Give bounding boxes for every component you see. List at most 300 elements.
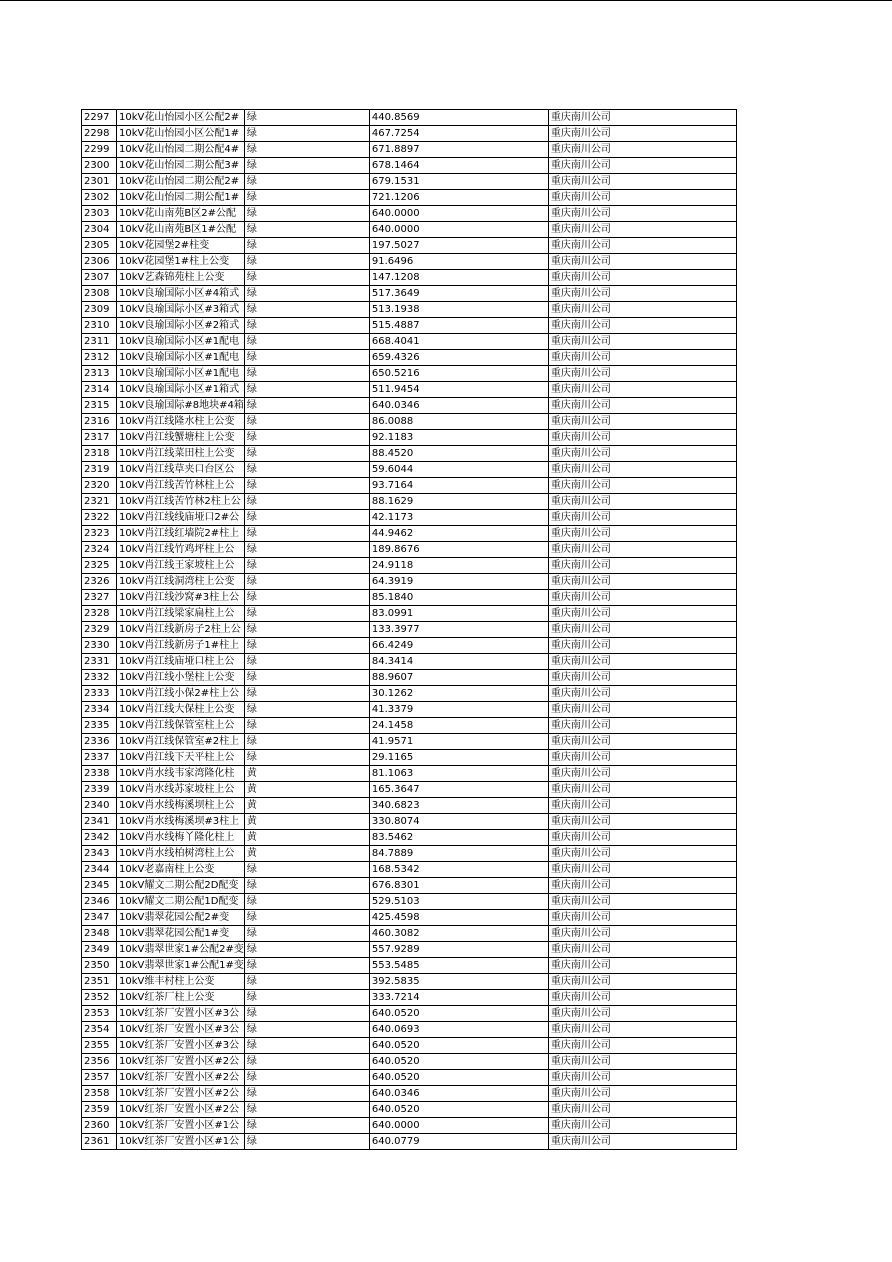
value-cell[interactable]: 147.1208 bbox=[369, 270, 548, 286]
status-cell[interactable]: 绿 bbox=[244, 382, 369, 398]
company-cell[interactable]: 重庆南川公司 bbox=[548, 654, 736, 670]
value-cell[interactable]: 133.3977 bbox=[369, 622, 548, 638]
value-cell[interactable]: 640.0346 bbox=[369, 1086, 548, 1102]
value-cell[interactable]: 659.4326 bbox=[369, 350, 548, 366]
value-cell[interactable]: 197.5027 bbox=[369, 238, 548, 254]
status-cell[interactable]: 黄 bbox=[244, 782, 369, 798]
row-id-cell[interactable]: 2349 bbox=[82, 942, 117, 958]
status-cell[interactable]: 绿 bbox=[244, 974, 369, 990]
transformer-name-cell[interactable]: 10kV红茶厂安置小区#2公 bbox=[117, 1086, 245, 1102]
row-id-cell[interactable]: 2317 bbox=[82, 430, 117, 446]
value-cell[interactable]: 467.7254 bbox=[369, 126, 548, 142]
company-cell[interactable]: 重庆南川公司 bbox=[548, 702, 736, 718]
row-id-cell[interactable]: 2338 bbox=[82, 766, 117, 782]
status-cell[interactable]: 绿 bbox=[244, 1134, 369, 1150]
value-cell[interactable]: 553.5485 bbox=[369, 958, 548, 974]
row-id-cell[interactable]: 2313 bbox=[82, 366, 117, 382]
transformer-name-cell[interactable]: 10kV花山怡园小区公配1# bbox=[117, 126, 245, 142]
row-id-cell[interactable]: 2342 bbox=[82, 830, 117, 846]
company-cell[interactable]: 重庆南川公司 bbox=[548, 1054, 736, 1070]
company-cell[interactable]: 重庆南川公司 bbox=[548, 990, 736, 1006]
status-cell[interactable]: 绿 bbox=[244, 526, 369, 542]
value-cell[interactable]: 92.1183 bbox=[369, 430, 548, 446]
row-id-cell[interactable]: 2329 bbox=[82, 622, 117, 638]
company-cell[interactable]: 重庆南川公司 bbox=[548, 446, 736, 462]
value-cell[interactable]: 650.5216 bbox=[369, 366, 548, 382]
status-cell[interactable]: 绿 bbox=[244, 366, 369, 382]
status-cell[interactable]: 绿 bbox=[244, 558, 369, 574]
company-cell[interactable]: 重庆南川公司 bbox=[548, 718, 736, 734]
row-id-cell[interactable]: 2303 bbox=[82, 206, 117, 222]
status-cell[interactable]: 绿 bbox=[244, 446, 369, 462]
status-cell[interactable]: 绿 bbox=[244, 750, 369, 766]
company-cell[interactable]: 重庆南川公司 bbox=[548, 190, 736, 206]
value-cell[interactable]: 679.1531 bbox=[369, 174, 548, 190]
row-id-cell[interactable]: 2315 bbox=[82, 398, 117, 414]
row-id-cell[interactable]: 2319 bbox=[82, 462, 117, 478]
status-cell[interactable]: 绿 bbox=[244, 350, 369, 366]
transformer-name-cell[interactable]: 10kV良瑜国际小区#3箱式 bbox=[117, 302, 245, 318]
value-cell[interactable]: 721.1206 bbox=[369, 190, 548, 206]
status-cell[interactable]: 绿 bbox=[244, 686, 369, 702]
value-cell[interactable]: 340.6823 bbox=[369, 798, 548, 814]
company-cell[interactable]: 重庆南川公司 bbox=[548, 734, 736, 750]
company-cell[interactable]: 重庆南川公司 bbox=[548, 606, 736, 622]
transformer-name-cell[interactable]: 10kV红茶厂安置小区#1公 bbox=[117, 1118, 245, 1134]
row-id-cell[interactable]: 2310 bbox=[82, 318, 117, 334]
company-cell[interactable]: 重庆南川公司 bbox=[548, 974, 736, 990]
transformer-name-cell[interactable]: 10kV肖江线小保2#柱上公 bbox=[117, 686, 245, 702]
value-cell[interactable]: 83.0991 bbox=[369, 606, 548, 622]
transformer-name-cell[interactable]: 10kV红茶厂安置小区#2公 bbox=[117, 1070, 245, 1086]
row-id-cell[interactable]: 2347 bbox=[82, 910, 117, 926]
row-id-cell[interactable]: 2328 bbox=[82, 606, 117, 622]
transformer-name-cell[interactable]: 10kV肖江线保管室柱上公 bbox=[117, 718, 245, 734]
company-cell[interactable]: 重庆南川公司 bbox=[548, 350, 736, 366]
row-id-cell[interactable]: 2333 bbox=[82, 686, 117, 702]
company-cell[interactable]: 重庆南川公司 bbox=[548, 286, 736, 302]
status-cell[interactable]: 绿 bbox=[244, 734, 369, 750]
status-cell[interactable]: 绿 bbox=[244, 878, 369, 894]
company-cell[interactable]: 重庆南川公司 bbox=[548, 478, 736, 494]
company-cell[interactable]: 重庆南川公司 bbox=[548, 126, 736, 142]
transformer-name-cell[interactable]: 10kV红茶厂安置小区#2公 bbox=[117, 1102, 245, 1118]
status-cell[interactable]: 绿 bbox=[244, 718, 369, 734]
row-id-cell[interactable]: 2322 bbox=[82, 510, 117, 526]
value-cell[interactable]: 91.6496 bbox=[369, 254, 548, 270]
status-cell[interactable]: 绿 bbox=[244, 270, 369, 286]
status-cell[interactable]: 绿 bbox=[244, 238, 369, 254]
transformer-name-cell[interactable]: 10kV花山怡园二期公配1# bbox=[117, 190, 245, 206]
value-cell[interactable]: 640.0000 bbox=[369, 206, 548, 222]
status-cell[interactable]: 绿 bbox=[244, 702, 369, 718]
value-cell[interactable]: 44.9462 bbox=[369, 526, 548, 542]
row-id-cell[interactable]: 2358 bbox=[82, 1086, 117, 1102]
value-cell[interactable]: 640.0520 bbox=[369, 1038, 548, 1054]
row-id-cell[interactable]: 2306 bbox=[82, 254, 117, 270]
transformer-name-cell[interactable]: 10kV良瑜国际小区#1配电 bbox=[117, 366, 245, 382]
value-cell[interactable]: 640.0520 bbox=[369, 1070, 548, 1086]
status-cell[interactable]: 绿 bbox=[244, 638, 369, 654]
status-cell[interactable]: 绿 bbox=[244, 926, 369, 942]
company-cell[interactable]: 重庆南川公司 bbox=[548, 894, 736, 910]
transformer-name-cell[interactable]: 10kV良瑜国际小区#1配电 bbox=[117, 334, 245, 350]
company-cell[interactable]: 重庆南川公司 bbox=[548, 846, 736, 862]
value-cell[interactable]: 640.0779 bbox=[369, 1134, 548, 1150]
transformer-name-cell[interactable]: 10kV花山怡园二期公配2# bbox=[117, 174, 245, 190]
status-cell[interactable]: 绿 bbox=[244, 654, 369, 670]
row-id-cell[interactable]: 2360 bbox=[82, 1118, 117, 1134]
transformer-name-cell[interactable]: 10kV肖江线大保柱上公变 bbox=[117, 702, 245, 718]
transformer-name-cell[interactable]: 10kV肖江线洞湾柱上公变 bbox=[117, 574, 245, 590]
status-cell[interactable]: 绿 bbox=[244, 286, 369, 302]
company-cell[interactable]: 重庆南川公司 bbox=[548, 574, 736, 590]
value-cell[interactable]: 392.5835 bbox=[369, 974, 548, 990]
transformer-name-cell[interactable]: 10kV肖江线新房子1#柱上 bbox=[117, 638, 245, 654]
row-id-cell[interactable]: 2340 bbox=[82, 798, 117, 814]
value-cell[interactable]: 425.4598 bbox=[369, 910, 548, 926]
transformer-name-cell[interactable]: 10kV良瑜国际小区#1配电 bbox=[117, 350, 245, 366]
value-cell[interactable]: 85.1840 bbox=[369, 590, 548, 606]
row-id-cell[interactable]: 2344 bbox=[82, 862, 117, 878]
row-id-cell[interactable]: 2316 bbox=[82, 414, 117, 430]
transformer-name-cell[interactable]: 10kV红茶厂安置小区#3公 bbox=[117, 1006, 245, 1022]
company-cell[interactable]: 重庆南川公司 bbox=[548, 238, 736, 254]
transformer-name-cell[interactable]: 10kV肖江线王家坡柱上公 bbox=[117, 558, 245, 574]
status-cell[interactable]: 绿 bbox=[244, 1022, 369, 1038]
company-cell[interactable]: 重庆南川公司 bbox=[548, 878, 736, 894]
value-cell[interactable]: 88.9607 bbox=[369, 670, 548, 686]
transformer-name-cell[interactable]: 10kV花山南苑B区1#公配 bbox=[117, 222, 245, 238]
company-cell[interactable]: 重庆南川公司 bbox=[548, 782, 736, 798]
row-id-cell[interactable]: 2353 bbox=[82, 1006, 117, 1022]
company-cell[interactable]: 重庆南川公司 bbox=[548, 942, 736, 958]
company-cell[interactable]: 重庆南川公司 bbox=[548, 398, 736, 414]
row-id-cell[interactable]: 2318 bbox=[82, 446, 117, 462]
status-cell[interactable]: 绿 bbox=[244, 606, 369, 622]
company-cell[interactable]: 重庆南川公司 bbox=[548, 110, 736, 126]
company-cell[interactable]: 重庆南川公司 bbox=[548, 414, 736, 430]
company-cell[interactable]: 重庆南川公司 bbox=[548, 174, 736, 190]
company-cell[interactable]: 重庆南川公司 bbox=[548, 1006, 736, 1022]
transformer-name-cell[interactable]: 10kV红茶厂柱上公变 bbox=[117, 990, 245, 1006]
transformer-name-cell[interactable]: 10kV红茶厂安置小区#2公 bbox=[117, 1054, 245, 1070]
status-cell[interactable]: 绿 bbox=[244, 1118, 369, 1134]
row-id-cell[interactable]: 2324 bbox=[82, 542, 117, 558]
row-id-cell[interactable]: 2298 bbox=[82, 126, 117, 142]
row-id-cell[interactable]: 2335 bbox=[82, 718, 117, 734]
value-cell[interactable]: 333.7214 bbox=[369, 990, 548, 1006]
status-cell[interactable]: 绿 bbox=[244, 334, 369, 350]
value-cell[interactable]: 66.4249 bbox=[369, 638, 548, 654]
status-cell[interactable]: 黄 bbox=[244, 814, 369, 830]
transformer-name-cell[interactable]: 10kV肖江线隆水柱上公变 bbox=[117, 414, 245, 430]
company-cell[interactable]: 重庆南川公司 bbox=[548, 1038, 736, 1054]
company-cell[interactable]: 重庆南川公司 bbox=[548, 670, 736, 686]
value-cell[interactable]: 83.5462 bbox=[369, 830, 548, 846]
value-cell[interactable]: 30.1262 bbox=[369, 686, 548, 702]
row-id-cell[interactable]: 2346 bbox=[82, 894, 117, 910]
status-cell[interactable]: 绿 bbox=[244, 542, 369, 558]
row-id-cell[interactable]: 2307 bbox=[82, 270, 117, 286]
row-id-cell[interactable]: 2305 bbox=[82, 238, 117, 254]
row-id-cell[interactable]: 2309 bbox=[82, 302, 117, 318]
row-id-cell[interactable]: 2336 bbox=[82, 734, 117, 750]
transformer-name-cell[interactable]: 10kV红茶厂安置小区#3公 bbox=[117, 1038, 245, 1054]
company-cell[interactable]: 重庆南川公司 bbox=[548, 142, 736, 158]
value-cell[interactable]: 678.1464 bbox=[369, 158, 548, 174]
value-cell[interactable]: 513.1938 bbox=[369, 302, 548, 318]
value-cell[interactable]: 515.4887 bbox=[369, 318, 548, 334]
value-cell[interactable]: 81.1063 bbox=[369, 766, 548, 782]
transformer-name-cell[interactable]: 10kV肖江线竹鸡坪柱上公 bbox=[117, 542, 245, 558]
row-id-cell[interactable]: 2308 bbox=[82, 286, 117, 302]
value-cell[interactable]: 640.0520 bbox=[369, 1054, 548, 1070]
row-id-cell[interactable]: 2357 bbox=[82, 1070, 117, 1086]
value-cell[interactable]: 59.6044 bbox=[369, 462, 548, 478]
status-cell[interactable]: 绿 bbox=[244, 958, 369, 974]
transformer-name-cell[interactable]: 10kV耀文二期公配2D配变 bbox=[117, 878, 245, 894]
row-id-cell[interactable]: 2327 bbox=[82, 590, 117, 606]
row-id-cell[interactable]: 2332 bbox=[82, 670, 117, 686]
status-cell[interactable]: 绿 bbox=[244, 222, 369, 238]
transformer-name-cell[interactable]: 10kV肖江线苦竹林柱上公 bbox=[117, 478, 245, 494]
value-cell[interactable]: 640.0346 bbox=[369, 398, 548, 414]
row-id-cell[interactable]: 2330 bbox=[82, 638, 117, 654]
status-cell[interactable]: 绿 bbox=[244, 1070, 369, 1086]
status-cell[interactable]: 绿 bbox=[244, 254, 369, 270]
row-id-cell[interactable]: 2301 bbox=[82, 174, 117, 190]
company-cell[interactable]: 重庆南川公司 bbox=[548, 1118, 736, 1134]
transformer-name-cell[interactable]: 10kV花山怡园二期公配4# bbox=[117, 142, 245, 158]
company-cell[interactable]: 重庆南川公司 bbox=[548, 830, 736, 846]
value-cell[interactable]: 511.9454 bbox=[369, 382, 548, 398]
value-cell[interactable]: 640.0000 bbox=[369, 222, 548, 238]
row-id-cell[interactable]: 2359 bbox=[82, 1102, 117, 1118]
row-id-cell[interactable]: 2339 bbox=[82, 782, 117, 798]
row-id-cell[interactable]: 2331 bbox=[82, 654, 117, 670]
transformer-name-cell[interactable]: 10kV花山怡园二期公配3# bbox=[117, 158, 245, 174]
company-cell[interactable]: 重庆南川公司 bbox=[548, 462, 736, 478]
company-cell[interactable]: 重庆南川公司 bbox=[548, 382, 736, 398]
transformer-name-cell[interactable]: 10kV花山怡园小区公配2# bbox=[117, 110, 245, 126]
transformer-name-cell[interactable]: 10kV肖江线菜田柱上公变 bbox=[117, 446, 245, 462]
transformer-name-cell[interactable]: 10kV红茶厂安置小区#3公 bbox=[117, 1022, 245, 1038]
status-cell[interactable]: 绿 bbox=[244, 174, 369, 190]
status-cell[interactable]: 绿 bbox=[244, 510, 369, 526]
transformer-name-cell[interactable]: 10kV肖水线梅溪坝柱上公 bbox=[117, 798, 245, 814]
value-cell[interactable]: 668.4041 bbox=[369, 334, 548, 350]
row-id-cell[interactable]: 2326 bbox=[82, 574, 117, 590]
transformer-name-cell[interactable]: 10kV翡翠世家1#公配1#变 bbox=[117, 958, 245, 974]
company-cell[interactable]: 重庆南川公司 bbox=[548, 430, 736, 446]
company-cell[interactable]: 重庆南川公司 bbox=[548, 590, 736, 606]
company-cell[interactable]: 重庆南川公司 bbox=[548, 622, 736, 638]
status-cell[interactable]: 绿 bbox=[244, 430, 369, 446]
transformer-name-cell[interactable]: 10kV翡翠世家1#公配2#变 bbox=[117, 942, 245, 958]
status-cell[interactable]: 绿 bbox=[244, 318, 369, 334]
transformer-name-cell[interactable]: 10kV肖江线苦竹林2柱上公 bbox=[117, 494, 245, 510]
value-cell[interactable]: 517.3649 bbox=[369, 286, 548, 302]
status-cell[interactable]: 绿 bbox=[244, 414, 369, 430]
row-id-cell[interactable]: 2343 bbox=[82, 846, 117, 862]
status-cell[interactable]: 黄 bbox=[244, 798, 369, 814]
transformer-name-cell[interactable]: 10kV红茶厂安置小区#1公 bbox=[117, 1134, 245, 1150]
transformer-name-cell[interactable]: 10kV翡翠花园公配1#变 bbox=[117, 926, 245, 942]
status-cell[interactable]: 绿 bbox=[244, 398, 369, 414]
company-cell[interactable]: 重庆南川公司 bbox=[548, 750, 736, 766]
company-cell[interactable]: 重庆南川公司 bbox=[548, 1070, 736, 1086]
transformer-name-cell[interactable]: 10kV肖江线草夹口台区公 bbox=[117, 462, 245, 478]
status-cell[interactable]: 绿 bbox=[244, 302, 369, 318]
transformer-name-cell[interactable]: 10kV肖江线线庙垭口2#公 bbox=[117, 510, 245, 526]
company-cell[interactable]: 重庆南川公司 bbox=[548, 270, 736, 286]
company-cell[interactable]: 重庆南川公司 bbox=[548, 766, 736, 782]
company-cell[interactable]: 重庆南川公司 bbox=[548, 862, 736, 878]
company-cell[interactable]: 重庆南川公司 bbox=[548, 254, 736, 270]
company-cell[interactable]: 重庆南川公司 bbox=[548, 510, 736, 526]
value-cell[interactable]: 165.3647 bbox=[369, 782, 548, 798]
row-id-cell[interactable]: 2297 bbox=[82, 110, 117, 126]
value-cell[interactable]: 84.3414 bbox=[369, 654, 548, 670]
value-cell[interactable]: 168.5342 bbox=[369, 862, 548, 878]
value-cell[interactable]: 41.3379 bbox=[369, 702, 548, 718]
value-cell[interactable]: 640.0520 bbox=[369, 1006, 548, 1022]
transformer-name-cell[interactable]: 10kV肖江线保管室#2柱上 bbox=[117, 734, 245, 750]
value-cell[interactable]: 24.1458 bbox=[369, 718, 548, 734]
company-cell[interactable]: 重庆南川公司 bbox=[548, 1102, 736, 1118]
row-id-cell[interactable]: 2337 bbox=[82, 750, 117, 766]
value-cell[interactable]: 41.9571 bbox=[369, 734, 548, 750]
row-id-cell[interactable]: 2304 bbox=[82, 222, 117, 238]
value-cell[interactable]: 330.8074 bbox=[369, 814, 548, 830]
company-cell[interactable]: 重庆南川公司 bbox=[548, 1134, 736, 1150]
value-cell[interactable]: 42.1173 bbox=[369, 510, 548, 526]
transformer-name-cell[interactable]: 10kV维丰村柱上公变 bbox=[117, 974, 245, 990]
row-id-cell[interactable]: 2299 bbox=[82, 142, 117, 158]
row-id-cell[interactable]: 2325 bbox=[82, 558, 117, 574]
row-id-cell[interactable]: 2350 bbox=[82, 958, 117, 974]
value-cell[interactable]: 460.3082 bbox=[369, 926, 548, 942]
value-cell[interactable]: 640.0693 bbox=[369, 1022, 548, 1038]
status-cell[interactable]: 绿 bbox=[244, 158, 369, 174]
row-id-cell[interactable]: 2345 bbox=[82, 878, 117, 894]
value-cell[interactable]: 676.8301 bbox=[369, 878, 548, 894]
value-cell[interactable]: 64.3919 bbox=[369, 574, 548, 590]
transformer-name-cell[interactable]: 10kV肖水线苏家坡柱上公 bbox=[117, 782, 245, 798]
value-cell[interactable]: 86.0088 bbox=[369, 414, 548, 430]
status-cell[interactable]: 绿 bbox=[244, 206, 369, 222]
value-cell[interactable]: 84.7889 bbox=[369, 846, 548, 862]
company-cell[interactable]: 重庆南川公司 bbox=[548, 814, 736, 830]
transformer-name-cell[interactable]: 10kV良瑜国际#8地块#4箱 bbox=[117, 398, 245, 414]
company-cell[interactable]: 重庆南川公司 bbox=[548, 222, 736, 238]
status-cell[interactable]: 黄 bbox=[244, 830, 369, 846]
company-cell[interactable]: 重庆南川公司 bbox=[548, 638, 736, 654]
transformer-name-cell[interactable]: 10kV肖水线柏树湾柱上公 bbox=[117, 846, 245, 862]
value-cell[interactable]: 189.8676 bbox=[369, 542, 548, 558]
status-cell[interactable]: 绿 bbox=[244, 1086, 369, 1102]
transformer-name-cell[interactable]: 10kV肖江线沙窝#3柱上公 bbox=[117, 590, 245, 606]
transformer-name-cell[interactable]: 10kV肖江线红墙院2#柱上 bbox=[117, 526, 245, 542]
status-cell[interactable]: 绿 bbox=[244, 990, 369, 1006]
transformer-name-cell[interactable]: 10kV良瑜国际小区#4箱式 bbox=[117, 286, 245, 302]
value-cell[interactable]: 29.1165 bbox=[369, 750, 548, 766]
transformer-name-cell[interactable]: 10kV肖水线韦家湾隆化柱 bbox=[117, 766, 245, 782]
value-cell[interactable]: 88.1629 bbox=[369, 494, 548, 510]
status-cell[interactable]: 黄 bbox=[244, 846, 369, 862]
status-cell[interactable]: 绿 bbox=[244, 942, 369, 958]
value-cell[interactable]: 93.7164 bbox=[369, 478, 548, 494]
status-cell[interactable]: 绿 bbox=[244, 910, 369, 926]
company-cell[interactable]: 重庆南川公司 bbox=[548, 958, 736, 974]
company-cell[interactable]: 重庆南川公司 bbox=[548, 318, 736, 334]
row-id-cell[interactable]: 2355 bbox=[82, 1038, 117, 1054]
transformer-name-cell[interactable]: 10kV翡翠花园公配2#变 bbox=[117, 910, 245, 926]
row-id-cell[interactable]: 2302 bbox=[82, 190, 117, 206]
value-cell[interactable]: 640.0520 bbox=[369, 1102, 548, 1118]
status-cell[interactable]: 绿 bbox=[244, 142, 369, 158]
status-cell[interactable]: 绿 bbox=[244, 110, 369, 126]
value-cell[interactable]: 440.8569 bbox=[369, 110, 548, 126]
row-id-cell[interactable]: 2356 bbox=[82, 1054, 117, 1070]
transformer-name-cell[interactable]: 10kV耀文二期公配1D配变 bbox=[117, 894, 245, 910]
status-cell[interactable]: 绿 bbox=[244, 590, 369, 606]
row-id-cell[interactable]: 2348 bbox=[82, 926, 117, 942]
transformer-name-cell[interactable]: 10kV肖江线庙垭口柱上公 bbox=[117, 654, 245, 670]
company-cell[interactable]: 重庆南川公司 bbox=[548, 926, 736, 942]
status-cell[interactable]: 绿 bbox=[244, 126, 369, 142]
company-cell[interactable]: 重庆南川公司 bbox=[548, 798, 736, 814]
company-cell[interactable]: 重庆南川公司 bbox=[548, 494, 736, 510]
transformer-name-cell[interactable]: 10kV肖水线梅溪坝#3柱上 bbox=[117, 814, 245, 830]
company-cell[interactable]: 重庆南川公司 bbox=[548, 558, 736, 574]
status-cell[interactable]: 绿 bbox=[244, 478, 369, 494]
transformer-name-cell[interactable]: 10kV肖江线下天平柱上公 bbox=[117, 750, 245, 766]
company-cell[interactable]: 重庆南川公司 bbox=[548, 302, 736, 318]
company-cell[interactable]: 重庆南川公司 bbox=[548, 686, 736, 702]
row-id-cell[interactable]: 2311 bbox=[82, 334, 117, 350]
row-id-cell[interactable]: 2354 bbox=[82, 1022, 117, 1038]
status-cell[interactable]: 绿 bbox=[244, 894, 369, 910]
status-cell[interactable]: 绿 bbox=[244, 462, 369, 478]
row-id-cell[interactable]: 2323 bbox=[82, 526, 117, 542]
transformer-name-cell[interactable]: 10kV肖江线小堡柱上公变 bbox=[117, 670, 245, 686]
company-cell[interactable]: 重庆南川公司 bbox=[548, 542, 736, 558]
status-cell[interactable]: 绿 bbox=[244, 1054, 369, 1070]
value-cell[interactable]: 640.0000 bbox=[369, 1118, 548, 1134]
row-id-cell[interactable]: 2314 bbox=[82, 382, 117, 398]
status-cell[interactable]: 黄 bbox=[244, 766, 369, 782]
transformer-name-cell[interactable]: 10kV花园堡2#柱变 bbox=[117, 238, 245, 254]
row-id-cell[interactable]: 2300 bbox=[82, 158, 117, 174]
transformer-name-cell[interactable]: 10kV良瑜国际小区#2箱式 bbox=[117, 318, 245, 334]
company-cell[interactable]: 重庆南川公司 bbox=[548, 1022, 736, 1038]
status-cell[interactable]: 绿 bbox=[244, 622, 369, 638]
row-id-cell[interactable]: 2321 bbox=[82, 494, 117, 510]
status-cell[interactable]: 绿 bbox=[244, 1102, 369, 1118]
row-id-cell[interactable]: 2351 bbox=[82, 974, 117, 990]
row-id-cell[interactable]: 2334 bbox=[82, 702, 117, 718]
status-cell[interactable]: 绿 bbox=[244, 1006, 369, 1022]
company-cell[interactable]: 重庆南川公司 bbox=[548, 1086, 736, 1102]
transformer-name-cell[interactable]: 10kV老嘉南柱上公变 bbox=[117, 862, 245, 878]
status-cell[interactable]: 绿 bbox=[244, 862, 369, 878]
transformer-name-cell[interactable]: 10kV肖江线蟹塘柱上公变 bbox=[117, 430, 245, 446]
company-cell[interactable]: 重庆南川公司 bbox=[548, 910, 736, 926]
transformer-name-cell[interactable]: 10kV良瑜国际小区#1箱式 bbox=[117, 382, 245, 398]
company-cell[interactable]: 重庆南川公司 bbox=[548, 158, 736, 174]
